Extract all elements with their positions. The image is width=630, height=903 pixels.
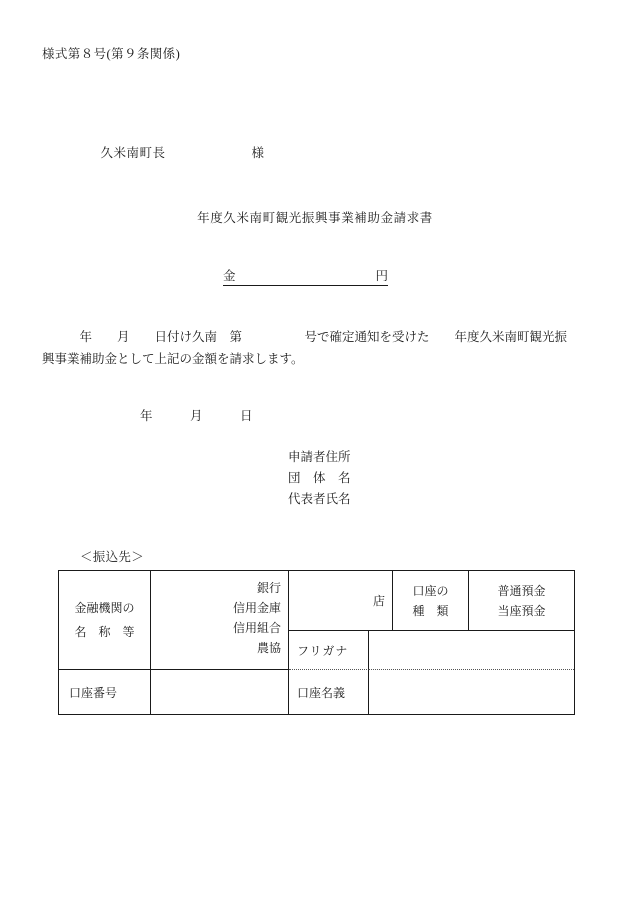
transfer-section-label: ＜振込先＞ xyxy=(80,550,145,564)
applicant-group-label: 団 体 名 xyxy=(288,471,351,485)
account-type-label-line2: 種 類 xyxy=(412,603,449,618)
institution-name-label-line2: 名 称 等 xyxy=(74,625,135,639)
institution-name-label-line1: 金融機関の xyxy=(74,601,135,615)
account-type-options[interactable] xyxy=(469,571,574,631)
branch-suffix-label: 店 xyxy=(372,594,385,608)
account-holder-label: 口座名義 xyxy=(289,670,369,714)
addressee-line xyxy=(88,128,264,176)
bank-account-table xyxy=(58,570,575,715)
account-type-label-line1: 口座の xyxy=(412,583,449,598)
institution-type-credit-union[interactable]: 信用組合 xyxy=(232,621,281,635)
account-number-input[interactable] xyxy=(151,670,289,714)
amount-input-blank[interactable] xyxy=(236,268,376,286)
amount-unit: 円 xyxy=(376,268,389,286)
applicant-address-label: 申請者住所 xyxy=(288,450,351,464)
furigana-input[interactable] xyxy=(369,631,574,670)
account-type-current[interactable]: 当座預金 xyxy=(497,603,546,618)
branch-name-field[interactable] xyxy=(289,571,393,631)
body-paragraph xyxy=(42,326,590,370)
amount-row xyxy=(223,268,388,286)
institution-type-bank[interactable]: 銀行 xyxy=(256,581,281,595)
account-holder-input[interactable] xyxy=(369,670,574,714)
institution-type-nokyo[interactable]: 農協 xyxy=(256,641,281,655)
institution-name-label xyxy=(59,571,151,670)
document-title: 年度久米南町観光振興事業補助金請求書 xyxy=(197,211,433,225)
body-line-1: 年 月 日付け久南 第 号で確定通知を受けた 年度久米南町観光振 xyxy=(42,330,568,344)
form-number: 様式第８号(第９条関係) xyxy=(42,47,181,61)
account-number-label: 口座番号 xyxy=(59,670,151,714)
body-line-2: 興事業補助金として上記の金額を請求します。 xyxy=(42,352,304,366)
amount-label: 金 xyxy=(223,268,236,286)
addressee-name: 久米南町長 xyxy=(100,146,166,160)
institution-type-shinkin[interactable]: 信用金庫 xyxy=(232,601,281,615)
account-type-label xyxy=(393,571,469,631)
institution-type-options[interactable] xyxy=(151,571,289,670)
submission-date-line[interactable]: 年 月 日 xyxy=(140,409,253,423)
addressee-suffix: 様 xyxy=(251,146,265,160)
account-type-ordinary[interactable]: 普通預金 xyxy=(497,583,546,598)
applicant-block xyxy=(288,447,351,510)
applicant-representative-label: 代表者氏名 xyxy=(288,492,351,506)
furigana-label: フリガナ xyxy=(289,631,369,670)
